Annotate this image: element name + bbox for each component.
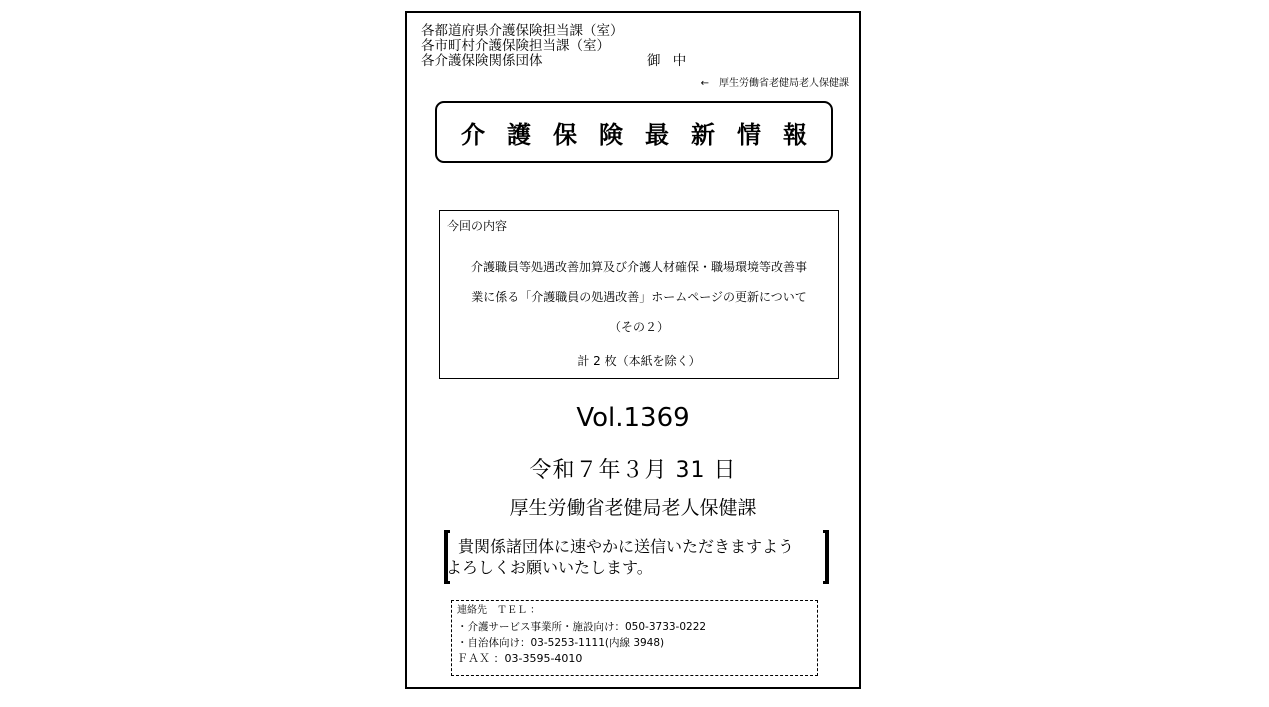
honorific: 御 中 bbox=[647, 53, 691, 69]
title-box bbox=[435, 101, 833, 163]
contents-heading: 今回の内容 bbox=[447, 219, 508, 233]
contents-box bbox=[439, 210, 839, 379]
sender-name: 厚生労働省老健局老人保健課 bbox=[719, 78, 849, 89]
recipient-organizations: 各介護保険関係団体 bbox=[421, 53, 543, 69]
forwarding-request bbox=[444, 530, 829, 584]
page-count: 計 2 枚（本紙を除く） bbox=[577, 354, 701, 368]
issue-date: 令和７年３月 31 日 bbox=[529, 458, 737, 483]
request-text bbox=[446, 536, 794, 578]
contact-fax: ＦＡＸ ：03-3595-4010 bbox=[457, 652, 583, 665]
request-line-1: 貴関係諸団体に速やかに送信いただきますよう bbox=[458, 537, 795, 556]
volume-number: Vol.1369 bbox=[576, 403, 690, 433]
contact-business-phone: ・介護サービス事業所・施設向け：050-3733-0222 bbox=[457, 621, 707, 633]
contents-line-2: 業に係る「介護職員の処遇改善」ホームページの更新について bbox=[471, 290, 807, 304]
recipient-prefectures: 各都道府県介護保険担当課（室） bbox=[421, 23, 624, 39]
contents-line-1: 介護職員等処遇改善加算及び介護人材確保・職場環境等改善事 bbox=[470, 260, 807, 274]
contact-label: 連絡先 ＴＥＬ ： bbox=[457, 605, 541, 616]
contact-municipality-phone: ・自治体向け：03-5253-1111(内線 3948) bbox=[457, 637, 665, 649]
left-arrow-icon: ← bbox=[700, 78, 709, 89]
contents-line-3: （その２） bbox=[608, 320, 669, 334]
sender-note bbox=[701, 74, 849, 89]
contact-box bbox=[451, 600, 818, 676]
notice-document bbox=[405, 11, 861, 689]
issuing-department: 厚生労働省老健局老人保健課 bbox=[509, 497, 757, 519]
request-line-2: よろしくお願いいたします。 bbox=[446, 558, 653, 577]
document-title: 介護保険最新情報 bbox=[461, 120, 829, 149]
right-bracket bbox=[823, 530, 829, 584]
recipient-municipalities: 各市町村介護保険担当課（室） bbox=[421, 38, 610, 54]
